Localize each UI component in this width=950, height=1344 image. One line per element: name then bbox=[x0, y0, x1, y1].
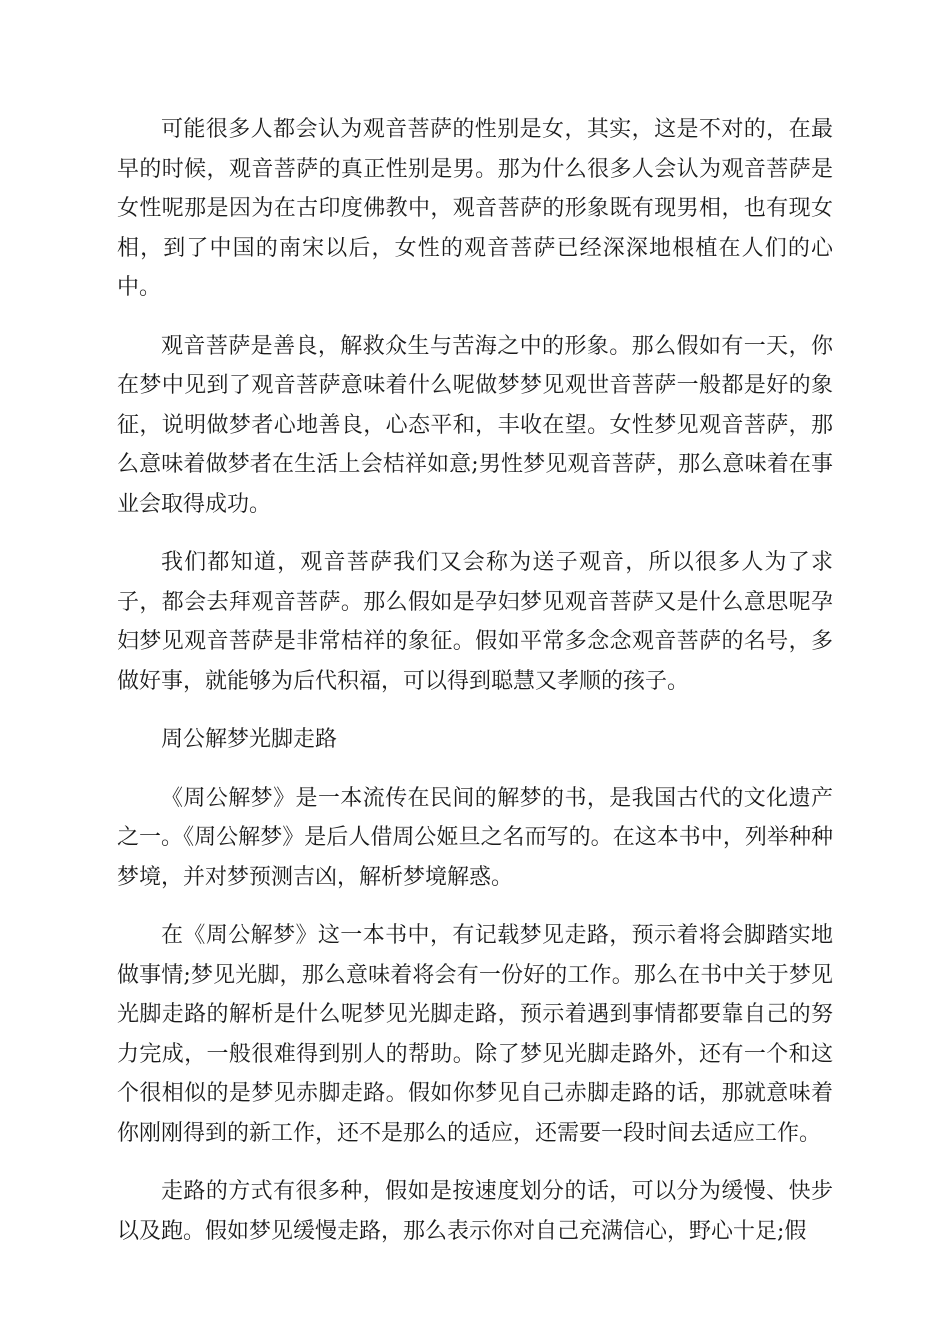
paragraph-barefoot-walking: 在《周公解梦》这一本书中，有记载梦见走路，预示着将会脚踏实地做事情;梦见光脚，那么意味着将会有一份好的工作。那么在书中关于梦见光脚走路的解析是什么呢梦见光脚走路，预示着遇到事情都要靠自己的努力完成，一般很难得到别人的帮助。除了梦见光脚走路外，还有一个和这个很相似的是梦见赤脚走路。假如你梦见自己赤脚走路的话，那就意味着你刚刚得到的新工作，还不是那么的适应，还需要一段时间去适应工作。 bbox=[117, 923, 833, 1146]
paragraph-guanyin-gender: 可能很多人都会认为观音菩萨的性别是女，其实，这是不对的，在最早的时候，观音菩萨的真正性别是男。那为什么很多人会认为观音菩萨是女性呢那是因为在古印度佛教中，观音菩萨的形象既有现男相，也有现女相，到了中国的南宋以后，女性的观音菩萨已经深深地根植在人们的心中。 bbox=[117, 117, 833, 300]
section-heading: 周公解梦光脚走路 bbox=[161, 727, 338, 752]
document-body bbox=[117, 110, 833, 1270]
paragraph-dream-guanyin: 观音菩萨是善良，解救众生与苦海之中的形象。那么假如有一天，你在梦中见到了观音菩萨意味着什么呢做梦梦见观世音菩萨一般都是好的象征，说明做梦者心地善良，心态平和，丰收在望。女性梦见观音菩萨，那么意味着做梦者在生活上会桔祥如意;男性梦见观音菩萨，那么意味着在事业会取得成功。 bbox=[117, 333, 833, 517]
paragraph-songzi-guanyin: 我们都知道，观音菩萨我们又会称为送子观音，所以很多人为了求子，都会去拜观音菩萨。那么假如是孕妇梦见观音菩萨又是什么意思呢孕妇梦见观音菩萨是非常桔祥的象征。假如平常多念念观音菩萨的名号，多做好事，就能够为后代积福，可以得到聪慧又孝顺的孩子。 bbox=[117, 550, 833, 694]
paragraph-walking-styles: 走路的方式有很多种，假如是按速度划分的话，可以分为缓慢、快步以及跑。假如梦见缓慢走路，那么表示你对自己充满信心，野心十足;假 bbox=[117, 1179, 833, 1244]
paragraph-zhougong-book: 《周公解梦》是一本流传在民间的解梦的书，是我国古代的文化遗产之一。《周公解梦》是后人借周公姬旦之名而写的。在这本书中，列举种种梦境，并对梦预测吉凶，解析梦境解惑。 bbox=[117, 785, 833, 890]
